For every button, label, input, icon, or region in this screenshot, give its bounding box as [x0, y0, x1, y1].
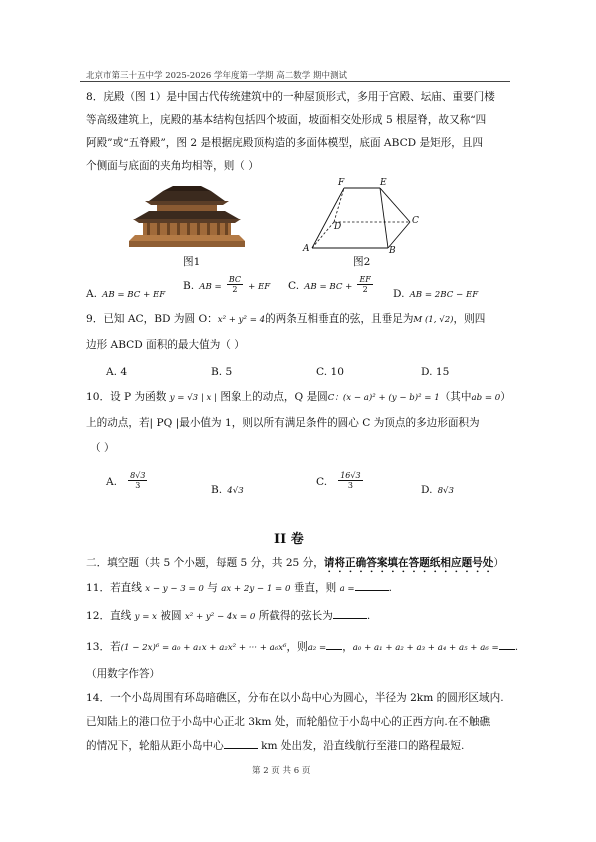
label-D: D — [334, 222, 342, 232]
q8-line1: 8．庑殿（图 1）是中国古代传统建筑中的一种屋顶形式，多用于宫殿、坛庙、重要门楼 — [86, 91, 495, 103]
q13-note: （用数字作答） — [86, 668, 161, 680]
q9-option-b: B. 5 — [211, 366, 233, 378]
q14-line1: 14．一个小岛周围有环岛暗礁区，分布在以小岛中心为圆心，半径为 2km 的圆形区域内. — [86, 692, 504, 704]
q8-line3: 阿殿”或“五脊殿”，图 2 是根据庑殿顶构造的多面体模型，底面 ABCD 是矩形，且四 — [86, 137, 484, 149]
q9-line2: 边形 ABCD 面积的最大值为（ ） — [86, 339, 245, 351]
q13: 13．若(1 − 2x)⁶ = a₀ + a₁x + a₂x² + ··· + a₆x⁶，则a₂ = ，a₀ + a₁ + a₂ + a₃ + a₄ + a₅ + a₆ = . — [86, 641, 519, 653]
q14-line3: 的情况下，轮船从距小岛中心 km 处出发，沿直线航行至港口的路程最短. — [86, 740, 465, 752]
header-rule — [80, 81, 510, 82]
q10-line3: （ ） — [90, 442, 115, 454]
label-F: F — [338, 178, 345, 188]
page-header: 北京市第三十五中学 2025-2026 学年度第一学期 高二数学 期中测试 — [86, 71, 347, 81]
label-A: A — [303, 244, 310, 254]
q8-option-c: C. AB = BC + $\frac{EF}{2}$ — [288, 275, 371, 294]
q8-line2: 等高级建筑上，庑殿的基本结构包括四个坡面，坡面相交处形成 5 根屋脊，故又称“四 — [86, 114, 487, 126]
q13-answer-blank-2[interactable] — [499, 649, 515, 650]
section-intro: 二．填空题（共 5 个小题，每题 5 分，共 25 分，请将正确答案填在答题纸相应题号处） — [86, 557, 504, 569]
q9-option-a: A. 4 — [106, 366, 128, 378]
q10-line2: 上的动点，若| PQ |最小值为 1，则以所有满足条件的圆心 C 为顶点的多边形面积为 — [86, 417, 480, 429]
q8-option-a: A. AB = BC + EF — [86, 288, 166, 300]
page-footer: 第 2 页 共 6 页 — [252, 766, 311, 776]
q8-option-d: D. AB = 2BC − EF — [393, 288, 479, 300]
q10-line1: 10．设 P 为函数 y = √3 | x | 图象上的动点，Q 是圆C：(x − a)² + (y − b)² = 1（其中ab = 0） — [86, 391, 511, 403]
q14-answer-blank[interactable] — [224, 748, 258, 749]
q14-line2: 已知陆上的港口位于小岛中心正北 3km 处，而轮船位于小岛中心的正西方向.在不触礁 — [86, 716, 491, 728]
label-B: B — [389, 246, 396, 256]
q8-line4: 个侧面与底面的夹角均相等，则（ ） — [86, 160, 259, 172]
q11-answer-blank[interactable] — [355, 590, 389, 591]
section-title: II 卷 — [274, 532, 304, 547]
fig1-caption: 图1 — [183, 256, 201, 268]
q9-option-d: D. 15 — [421, 366, 450, 378]
q12-answer-blank[interactable] — [333, 618, 367, 619]
q11: 11．若直线 x − y − 3 = 0 与 ax + 2y − 1 = 0 垂直，则 a = . — [86, 582, 393, 594]
q10-option-a: A. $\frac{8√3}{3}$ — [106, 471, 146, 490]
q13-answer-blank-1[interactable] — [326, 649, 342, 650]
q10-option-d: D. 8√3 — [421, 484, 454, 496]
label-E: E — [380, 178, 387, 188]
q12: 12．直线 y = x 被圆 x² + y² − 4x = 0 所截得的弦长为 . — [86, 610, 371, 622]
q8-option-b: B. AB = $\frac{BC}{2}$ + EF — [183, 275, 271, 294]
fig2-caption: 图2 — [353, 256, 371, 268]
label-C: C — [412, 216, 419, 226]
q10-option-c: C. $\frac{16√3}{3}$ — [316, 471, 361, 490]
q9-line1: 9．已知 AC，BD 为圆 O：x² + y² = 4的两条互相垂直的弦，且垂足为M (1, √2)，则四 — [86, 313, 486, 325]
q10-option-b: B. 4√3 — [211, 484, 244, 496]
palace-image — [127, 183, 247, 249]
q9-option-c: C. 10 — [316, 366, 344, 378]
polyhedron-diagram — [300, 180, 425, 258]
